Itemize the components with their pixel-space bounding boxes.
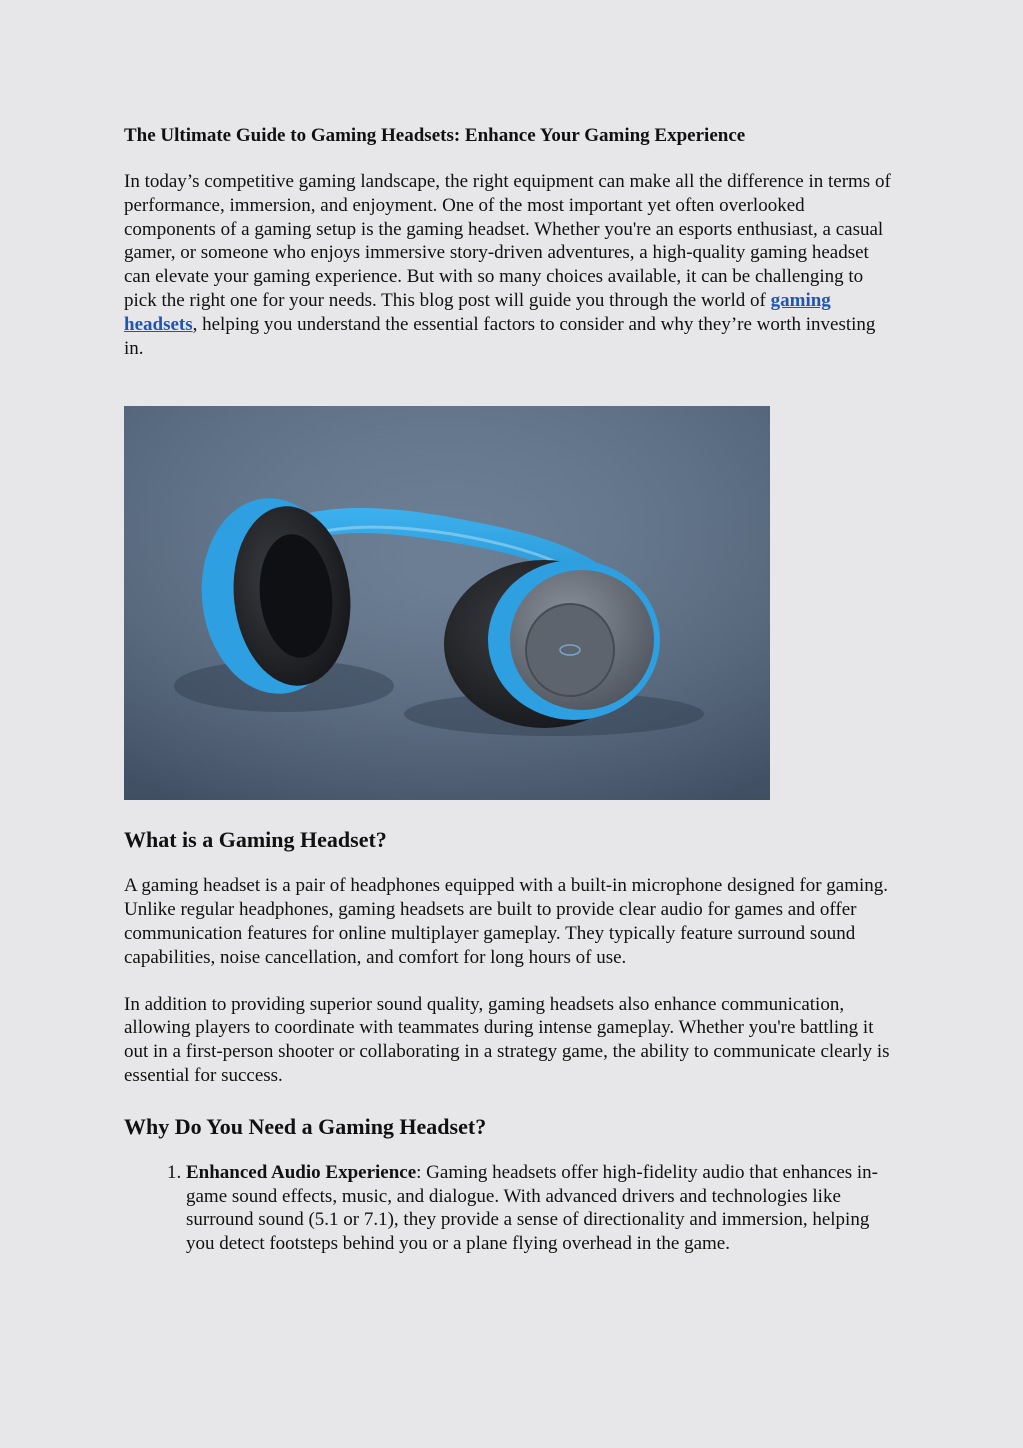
page-title: The Ultimate Guide to Gaming Headsets: Enhance Your Gaming Experience — [124, 125, 746, 146]
list-item-title: Enhanced Audio Experience — [186, 1161, 417, 1183]
gaming-headsets-link[interactable]: gaming headsets — [124, 289, 831, 335]
intro-text-after: , helping you understand the essential factors to consider and why they’re worth investing in. — [124, 313, 876, 359]
section-heading-why-need: Why Do You Need a Gaming Headset? — [124, 1113, 487, 1139]
list-item — [186, 1161, 898, 1256]
section1-paragraph-1: A gaming headset is a pair of headphones equipped with a built-in microphone designed for gaming. Unlike regular headphones, gaming headsets are built to provide clear audio for games and offer communication features for online multiplayer gameplay. They typically feature surround sound capabilities, noise cancellation, and comfort for long hours of use. — [124, 875, 889, 968]
list-item-text: : Gaming headsets offer high-fidelity audio that enhances in-game sound effects, music, and dialogue. With advanced drivers and technologies like surround sound (5.1 or 7.1), they provide a sense of directionality and immersion, helping you detect footsteps behind you or a plane flying overhead in the game. — [186, 1161, 879, 1255]
section1-paragraph-2: In addition to providing superior sound quality, gaming headsets also enhance communication, allowing players to coordinate with teammates during intense gameplay. Whether you're battling it out in a first-person shooter or collaborating in a strategy game, the ability to communicate clearly is essential for success. — [124, 993, 890, 1086]
headset-photo — [124, 406, 770, 800]
article — [124, 124, 898, 1256]
intro-text-before: In today’s competitive gaming landscape, the right equipment can make all the difference in terms of performance, immersion, and enjoyment. One of the most important yet often overlooked components of a gaming setup is the gaming headset. Whether you're an esports enthusiast, a casual gamer, or someone who enjoys immersive story-driven adventures, a high-quality gaming headset can elevate your gaming experience. But with so many choices available, it can be challenging to pick the right one for your needs. This blog post will guide you through the world of — [124, 171, 891, 311]
section-heading-what-is: What is a Gaming Headset? — [124, 827, 387, 853]
reasons-list — [124, 1161, 898, 1256]
intro-paragraph — [124, 170, 898, 360]
